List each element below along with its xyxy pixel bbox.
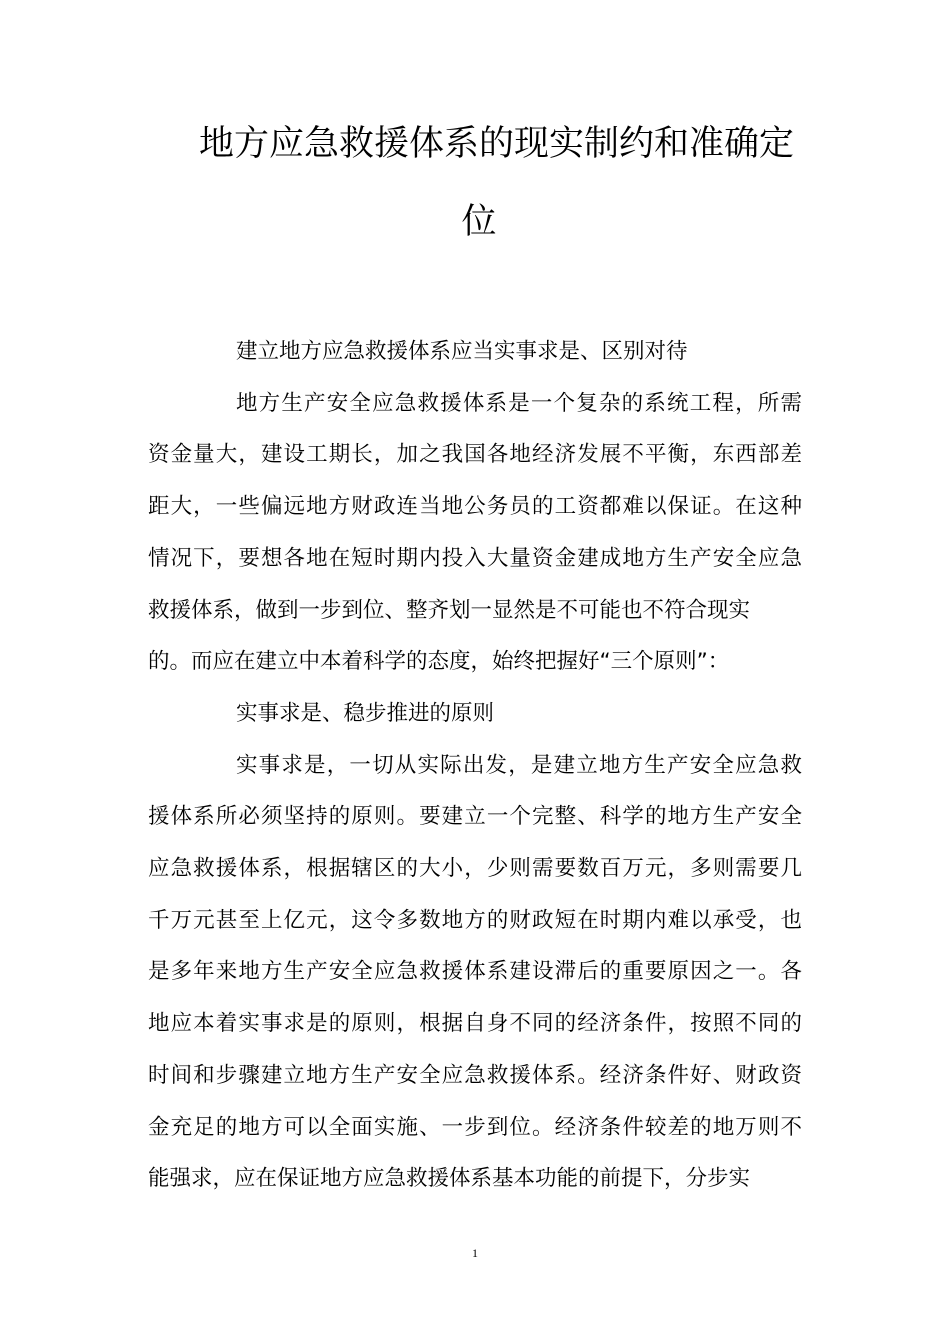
paragraph-line: 地方生产安全应急救援体系是一个复杂的系统工程，所需 <box>236 390 802 416</box>
paragraph-line: 建立地方应急救援体系应当实事求是、区别对待 <box>236 339 688 364</box>
body-paragraph-1 <box>148 378 802 688</box>
paragraph-line: 资金量大，建设工期长，加之我国各地经济发展不平衡，东西部差 <box>148 442 802 468</box>
document-title-line-1: 地方应急救援体系的现实制约和准确定 <box>198 124 794 164</box>
paragraph-line: 应急救援体系，根据辖区的大小，少则需要数百万元，多则需要几 <box>148 856 802 882</box>
paragraph-line: 距大，一些偏远地方财政连当地公务员的工资都难以保证。在这种 <box>148 494 802 520</box>
paragraph-line: 时间和步骤建立地方生产安全应急救援体系。经济条件好、财政资 <box>148 1062 802 1088</box>
paragraph-line: 地应本着实事求是的原则，根据自身不同的经济条件，按照不同的 <box>148 1011 802 1037</box>
paragraph-line: 的。而应在建立中本着科学的态度，始终把握好“三个原则”： <box>148 649 730 675</box>
document-body <box>148 326 802 1205</box>
section-heading-2 <box>148 688 802 740</box>
paragraph-line: 实事求是，一切从实际出发，是建立地方生产安全应急救 <box>236 752 802 778</box>
page-number: 1 <box>472 1246 478 1260</box>
paragraph-line: 是多年来地方生产安全应急救援体系建设滞后的重要原因之一。各 <box>148 959 802 985</box>
paragraph-line: 能强求，应在保证地方应急救援体系基本功能的前提下，分步实 <box>148 1166 751 1192</box>
paragraph-line: 金充足的地方可以全面实施、一步到位。经济条件较差的地万则不 <box>148 1114 802 1140</box>
paragraph-line: 千万元甚至上亿元，这令多数地方的财政短在时期内难以承受，也 <box>148 907 802 933</box>
paragraph-line: 援体系所必须坚持的原则。要建立一个完整、科学的地方生产安全 <box>148 804 802 830</box>
paragraph-line: 实事求是、稳步推进的原则 <box>236 700 495 726</box>
document-title-line-2: 位 <box>461 202 497 242</box>
section-heading-1 <box>148 326 802 378</box>
paragraph-line: 救援体系，做到一步到位、整齐划一显然是不可能也不符合现实 <box>148 597 751 623</box>
body-paragraph-2 <box>148 740 802 1205</box>
paragraph-line: 情况下，要想各地在短时期内投入大量资金建成地方生产安全应急 <box>148 545 802 571</box>
